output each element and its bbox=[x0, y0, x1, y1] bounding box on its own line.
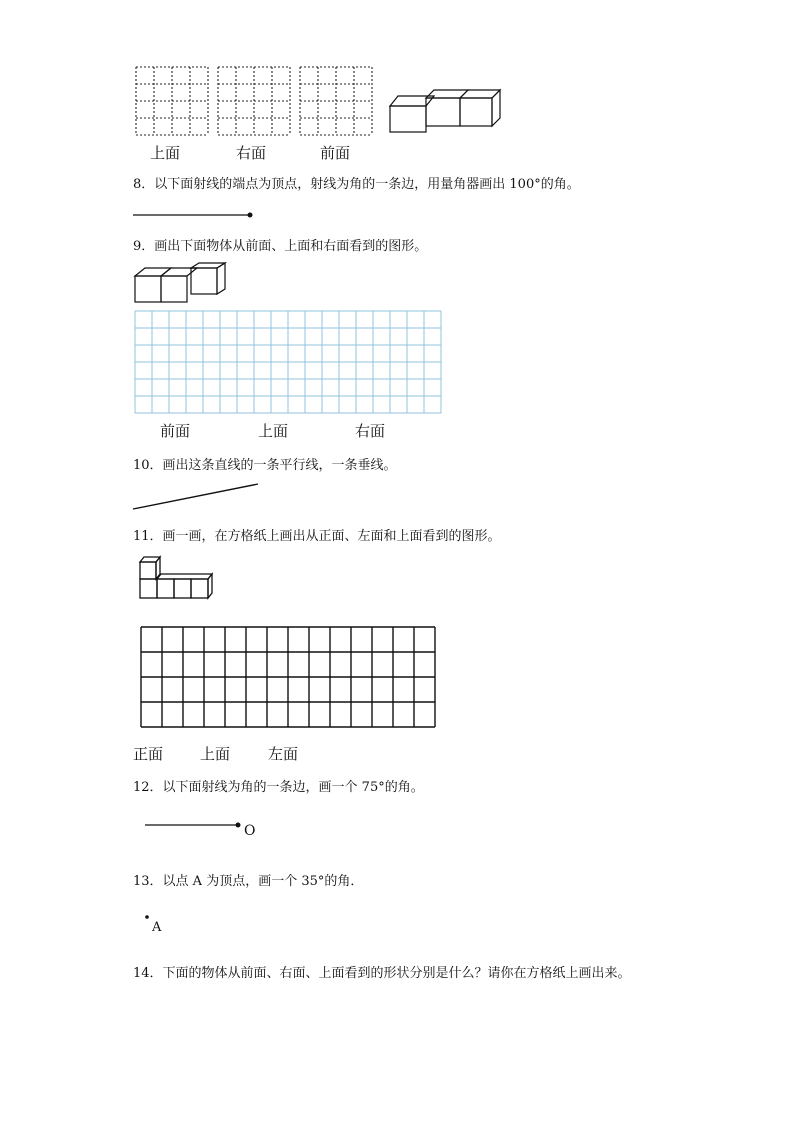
question-11: 11．画一画，在方格纸上画出从正面、左面和上面看到的图形。 bbox=[133, 529, 501, 544]
point-a bbox=[144, 914, 150, 920]
label-top-view: 上面 bbox=[150, 144, 181, 162]
cube-figure-top bbox=[388, 88, 498, 134]
question-14: 14．下面的物体从前面、右面、上面看到的形状分别是什么？请你在方格纸上画出来。 bbox=[133, 966, 631, 981]
blue-grid-q9 bbox=[134, 310, 442, 414]
question-8: 8．以下面射线的端点为顶点，射线为角的一条边，用量角器画出 100°的角。 bbox=[133, 177, 580, 192]
ray-q8 bbox=[133, 210, 258, 220]
label-right-view: 右面 bbox=[236, 144, 267, 162]
cube-figure-q9 bbox=[134, 263, 229, 305]
label-q11-front: 正面 bbox=[133, 745, 164, 763]
question-12: 12．以下面射线为角的一条边，画一个 75°的角。 bbox=[133, 780, 424, 795]
label-q11-left: 左面 bbox=[268, 745, 299, 763]
dotted-grid-top bbox=[135, 66, 209, 136]
dotted-grid-front bbox=[299, 66, 373, 136]
black-grid-q11 bbox=[140, 626, 438, 728]
line-q10 bbox=[133, 482, 263, 512]
label-q9-front: 前面 bbox=[160, 422, 191, 440]
dotted-grid-right bbox=[217, 66, 291, 136]
label-q9-right: 右面 bbox=[355, 422, 386, 440]
cube-figure-q11 bbox=[138, 554, 218, 602]
label-front-view: 前面 bbox=[320, 144, 351, 162]
point-label-a: A bbox=[152, 920, 162, 935]
question-13: 13．以点 A 为顶点，画一个 35°的角． bbox=[133, 874, 364, 889]
ray-q12 bbox=[145, 820, 245, 830]
point-label-o: O bbox=[244, 823, 256, 839]
label-q9-top: 上面 bbox=[258, 422, 289, 440]
question-10: 10．画出这条直线的一条平行线，一条垂线。 bbox=[133, 458, 397, 473]
question-9: 9．画出下面物体从前面、上面和右面看到的图形。 bbox=[133, 239, 428, 254]
label-q11-top: 上面 bbox=[200, 745, 231, 763]
